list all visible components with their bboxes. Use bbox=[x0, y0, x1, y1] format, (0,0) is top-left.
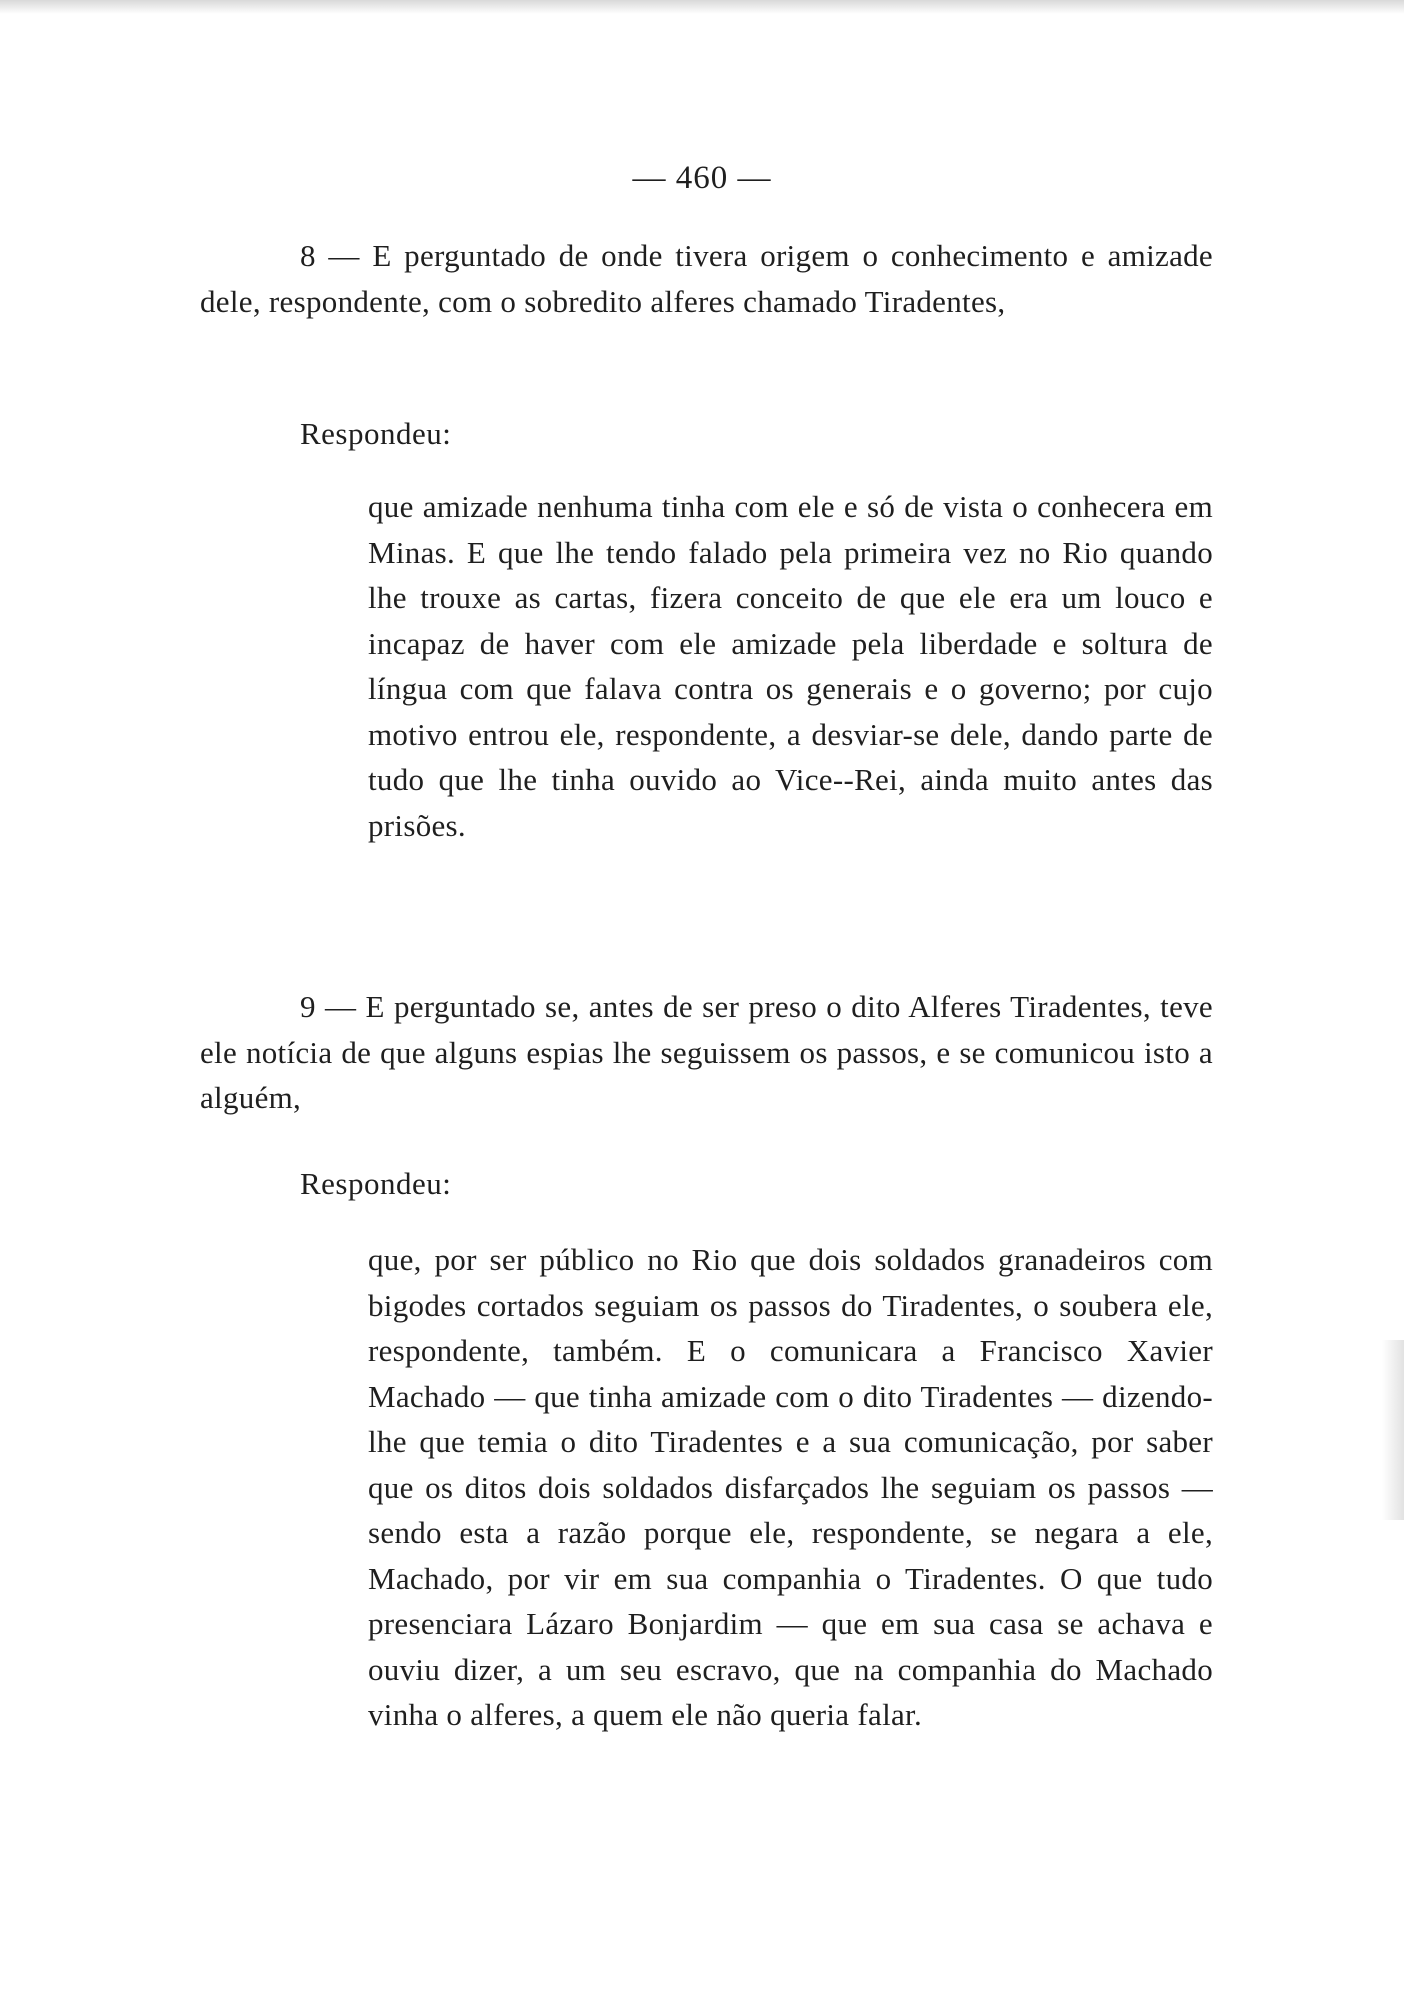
answer-9: que, por ser público no Rio que dois soldados granadeiros com bigodes cortados seguiam os passos do Tiradentes, o soubera ele, respondente, também. E o comunicara a Francisco Xavier Machado — que tinha amizade com o dito Tiradentes — dizendo-lhe que temia o dito Tiradentes e a sua comunicação, por saber que os ditos dois soldados disfarçados lhe seguiam os passos — sendo esta a razão porque ele, respondente, se negara a ele, Machado, por vir em sua companhia o Tiradentes. O que tudo presenciara Lázaro Bonjardim — que em sua casa se achava e ouviu dizer, a um seu escravo, que na companhia do Machado vinha o alferes, a quem ele não queria falar. bbox=[368, 1242, 1213, 1732]
question-8: 8 — E perguntado de onde tivera origem o conhecimento e amizade dele, respondente, com o sobredito alferes chamado Tiradentes, bbox=[200, 238, 1213, 319]
scan-side-shadow bbox=[1382, 1340, 1404, 1520]
page-number: — 460 — bbox=[632, 160, 772, 196]
respondeu-label-9: Respondeu: bbox=[300, 1166, 452, 1201]
respondeu-label-8: Respondeu: bbox=[300, 416, 452, 451]
question-9: 9 — E perguntado se, antes de ser preso o dito Alferes Tiradentes, teve ele notícia de que alguns espias lhe seguissem os passos, e se comunicou isto a alguém, bbox=[200, 989, 1213, 1115]
answer-8: que amizade nenhuma tinha com ele e só de vista o conhecera em Minas. E que lhe tendo falado pela primeira vez no Rio quando lhe trouxe as cartas, fizera conceito de que ele era um louco e incapaz de haver com ele amizade pela liberdade e soltura de língua com que falava contra os generais e o governo; por cujo motivo entrou ele, respondente, a desviar-se dele, dando parte de tudo que lhe tinha ouvido ao Vice--Rei, ainda muito antes das prisões. bbox=[368, 489, 1213, 843]
scan-edge-shadow bbox=[0, 0, 1404, 14]
